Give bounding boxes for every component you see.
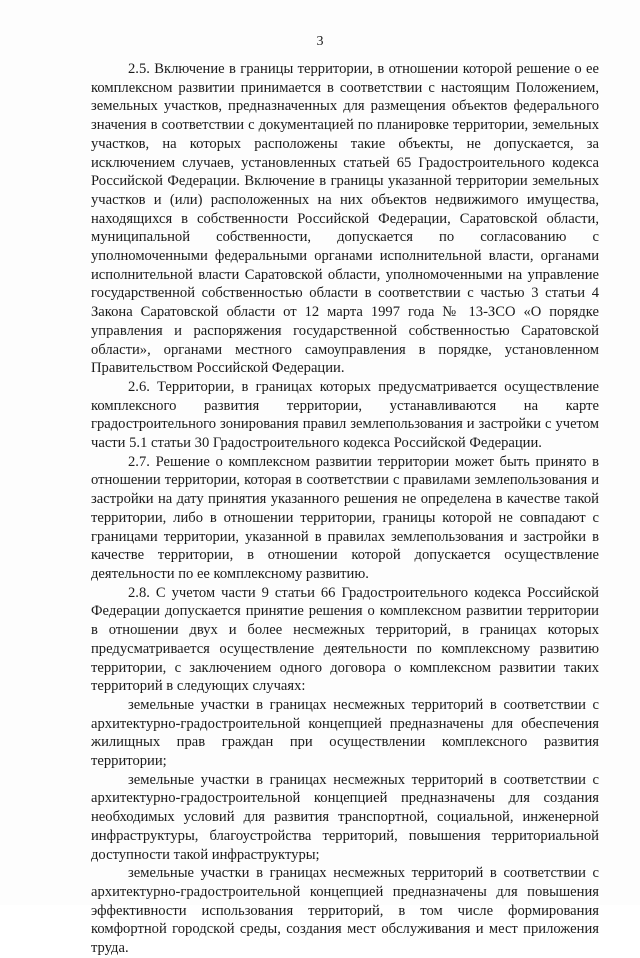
document-body xyxy=(91,60,599,958)
paragraph-2-6: 2.6. Территории, в границах которых предусматривается осуществление комплексного развития территории, устанавливаются на карте градостроительного зонирования правил землепользования и застройки с учетом части 5.1 статьи 30 Градостроительного кодекса Российской Федерации. xyxy=(91,378,599,452)
paragraph-2-7: 2.7. Решение о комплексном развитии территории может быть принято в отношении территории, которая в соответствии с правилами землепользования и застройки на дату принятия указанного решения не определена в качестве такой территории, либо в отношении территории, границы которой не совпадают с границами территории, указанной в правилах землепользования и застройки в качестве территории, в отношении которой допускается осуществление деятельности по ее комплексному развитию. xyxy=(91,453,599,582)
paragraph-2-5: 2.5. Включение в границы территории, в отношении которой решение о ее комплексном развитии принимается в соответствии с настоящим Положением, земельных участков, предназначенных для размещения объектов федерального значения в соответствии с документацией по планировке территории, земельных участков, на которых расположены такие объекты, не допускается, за исключением случаев, установленных статьей 65 Градостроительного кодекса Российской Федерации. Включение в границы указанной территории земельных участков и (или) расположенных на них объектов недвижимого имущества, находящихся в собственности Российской Федерации, Саратовской области, муниципальной собственности, допускается по согласованию с уполномоченными федеральными органами исполнительной власти, органами исполнительной власти Саратовской области, уполномоченными на управление государственной собственностью области в соответствии с частью 3 статьи 4 Закона Саратовской области от 12 марта 1997 года № 13-ЗСО «О порядке управления и распоряжения государственной собственностью Саратовской области», органами местного самоуправления в порядке, установленном Правительством Российской Федерации. xyxy=(91,61,599,377)
paragraph-2-8: 2.8. С учетом части 9 статьи 66 Градостроительного кодекса Российской Федерации допускается принятие решения о комплексном развитии территории в отношении двух и более несмежных территорий, в границах которых предусматривается осуществление деятельности по комплексному развитию территории, с заключением одного договора о комплексном развитии таких территорий в следующих случаях: xyxy=(91,584,599,695)
list-item-housing-rights: земельные участки в границах несмежных территорий в соответствии с архитектурно-градостроительной концепцией предназначены для обеспечения жилищных прав граждан при осуществлении комплексного развития территории; xyxy=(91,696,599,770)
page-number: 3 xyxy=(316,34,324,49)
list-item-efficiency: земельные участки в границах несмежных территорий в соответствии с архитектурно-градостроительной концепцией предназначены для повышения эффективности использования территорий, в том числе формирования комфортной городской среды, создания мест обслуживания и мест приложения труда. xyxy=(91,865,599,957)
list-item-infrastructure: земельные участки в границах несмежных территорий в соответствии с архитектурно-градостроительной концепцией предназначены для создания необходимых условий для развития транспортной, социальной, инженерной инфраструктуры, благоустройства территорий, повышения территориальной доступности такой инфраструктуры; xyxy=(91,771,599,863)
